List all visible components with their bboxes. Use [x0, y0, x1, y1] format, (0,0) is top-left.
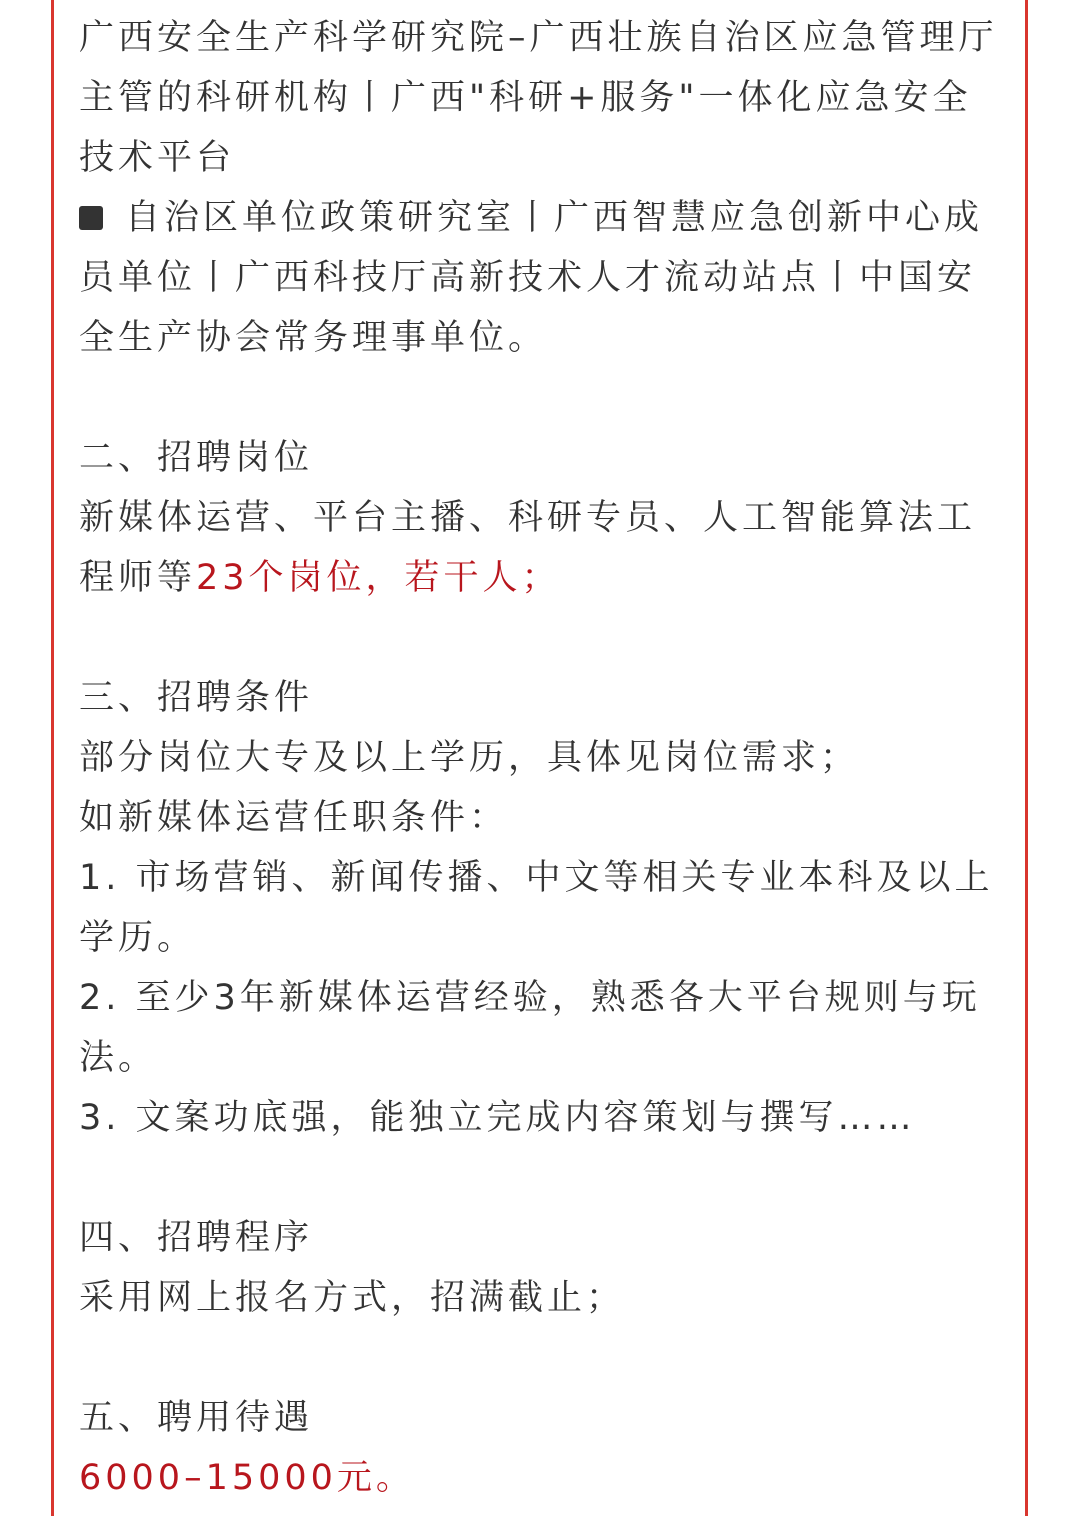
positions-text — [79, 488, 1001, 608]
paragraph-gap — [79, 1148, 1001, 1208]
intro-bullet-text: 自治区单位政策研究室丨广西智慧应急创新中心成员单位丨广西科技厅高新技术人才流动站点丨中国安全生产协会常务理事单位。 — [79, 198, 984, 358]
positions-count-highlight: 23个岗位，若干人； — [196, 558, 561, 598]
condition-item: 3. 文案功底强，能独立完成内容策划与撰写…… — [79, 1098, 916, 1138]
section-heading-positions: 二、招聘岗位 — [79, 438, 314, 478]
article-body — [79, 8, 1001, 1508]
right-frame-border — [1025, 0, 1028, 1516]
paragraph-gap — [79, 368, 1001, 428]
salary-range: 6000–15000元。 — [79, 1458, 415, 1498]
section-heading-conditions: 三、招聘条件 — [79, 678, 314, 718]
positions-list: 新媒体运营、平台主播、科研专员、人工智能算法工程师等 — [79, 498, 977, 598]
condition-item: 1. 市场营销、新闻传播、中文等相关专业本科及以上学历。 — [79, 858, 994, 958]
procedure-text: 采用网上报名方式，招满截止； — [79, 1278, 626, 1318]
left-frame-border — [51, 0, 54, 1516]
intro-bullet-paragraph — [79, 188, 1001, 368]
paragraph-gap — [79, 1328, 1001, 1388]
conditions-example-intro: 如新媒体运营任职条件： — [79, 798, 509, 838]
section-heading-procedure: 四、招聘程序 — [79, 1218, 314, 1258]
square-bullet-icon — [79, 206, 103, 230]
intro-paragraph: 广西安全生产科学研究院–广西壮族自治区应急管理厅主管的科研机构丨广西"科研+服务"一体化应急安全技术平台 — [79, 18, 998, 178]
conditions-general: 部分岗位大专及以上学历，具体见岗位需求； — [79, 738, 860, 778]
paragraph-gap — [79, 608, 1001, 668]
condition-item: 2. 至少3年新媒体运营经验，熟悉各大平台规则与玩法。 — [79, 978, 981, 1078]
section-heading-salary: 五、聘用待遇 — [79, 1398, 314, 1438]
